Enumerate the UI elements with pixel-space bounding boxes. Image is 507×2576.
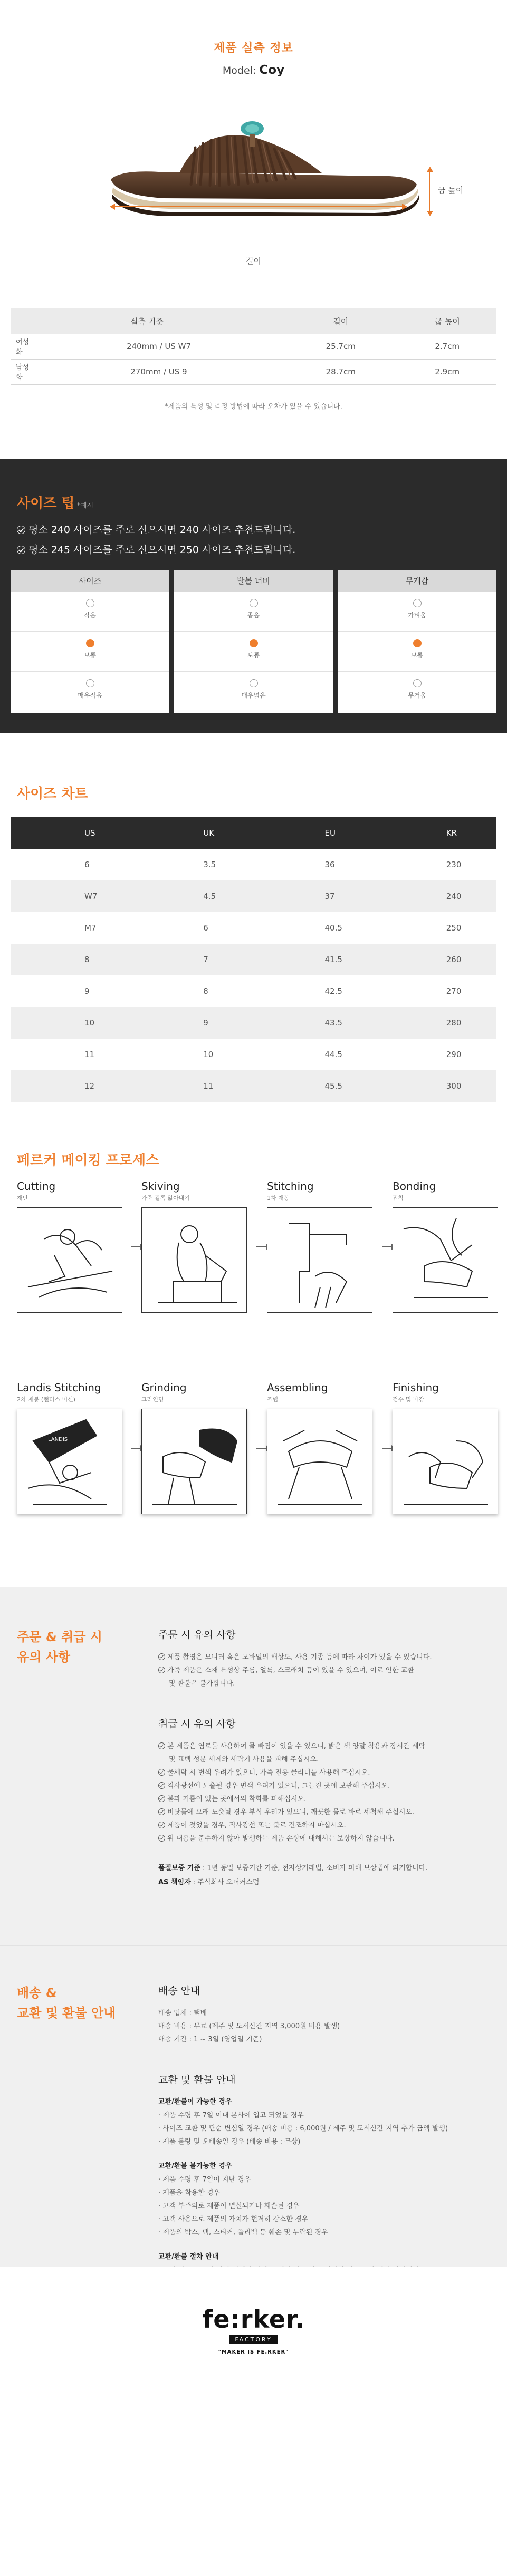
size-chart-header: US: [11, 817, 132, 849]
check-circle-icon: [158, 1822, 165, 1828]
tip-option-label: 무거움: [408, 692, 426, 699]
size-cell: 12: [11, 1070, 132, 1102]
process-step-stitching: [267, 1180, 372, 1313]
step-name: Landis Stitching: [17, 1381, 101, 1394]
list-item-text: 고객 부주의로 제품이 멸실되거나 훼손된 경우: [162, 2202, 300, 2210]
shipping-title: 배송 안내: [158, 1985, 200, 1997]
tip-line-1-text: 평소 240 사이즈를 주로 신으시면 240 사이즈 추천드립니다.: [28, 524, 296, 536]
check-circle-icon: [158, 1782, 165, 1789]
size-cell: M7: [84, 923, 97, 933]
size-chart-section: [0, 733, 507, 1149]
sandal-image: [100, 105, 422, 216]
list-item: 배송 비용 : 무료 (제주 및 도서산간 지역 3,000원 비용 발생): [158, 2022, 340, 2030]
size-cell: 43.5: [254, 1007, 375, 1039]
spec-table: [11, 308, 496, 385]
list-item-text: 불과 기름이 있는 곳에서의 착화를 피해십시오.: [167, 1795, 307, 1803]
size-cell: 45.5: [254, 1070, 375, 1102]
table-row: [11, 975, 496, 1007]
list-item: [158, 1806, 496, 1819]
shipping-exchange-section: [0, 1945, 507, 2267]
list-item-text: 제품 수령 후 7일 이내 본사에 입고 되었을 경우: [162, 2112, 304, 2119]
radio-indicator: [86, 679, 94, 687]
tip-option-label: 보통: [83, 652, 97, 659]
size-cell: 3.5: [203, 860, 216, 869]
spec-cell-size: 270mm / US 9: [34, 359, 283, 384]
step-name: Finishing: [393, 1381, 439, 1394]
spec-cell-who: 여성화: [11, 334, 34, 359]
process-step-finishing: [393, 1381, 498, 1514]
size-cell: 8: [203, 986, 208, 996]
size-cell: 8: [11, 944, 132, 975]
list-item-text: 제품 촬영은 모니터 혹은 모바일의 해상도, 사용 기종 등에 따라 차이가 있을 수 있습니다.: [167, 1653, 432, 1661]
process-step-skiving: [141, 1180, 247, 1313]
landis-stitching-illustration: [17, 1409, 122, 1514]
process-step-bonding: [393, 1180, 498, 1313]
list-item: [158, 1664, 496, 1677]
size-chart-header: UK: [132, 817, 253, 849]
step-sub: 가죽 겉쪽 얇아내기: [141, 1195, 190, 1202]
process-step-grinding: [141, 1381, 247, 1514]
radio-indicator: [250, 679, 258, 687]
list-item-text: 제품 수령 후 7일이 지난 경우: [162, 2176, 251, 2184]
list-item: [158, 1779, 496, 1793]
tip-option: [174, 632, 333, 672]
list-item: · 고객 사용으로 제품의 가치가 현저히 감소한 경우: [158, 2215, 309, 2223]
tip-line-2: [17, 542, 295, 556]
spec-cell-who: 남성화: [11, 359, 34, 384]
tip-box-header: 사이즈: [11, 570, 169, 592]
size-cell: 240: [375, 880, 496, 912]
svg-text:LANDIS: LANDIS: [48, 1437, 68, 1442]
tip-option-label: 보통: [247, 652, 260, 659]
size-tip-example-label: *예시: [76, 502, 94, 510]
spec-cell-length: 28.7cm: [283, 359, 398, 384]
check-circle-icon: [17, 546, 25, 554]
list-item: · 제품 수령 후 7일 이내 본사에 입고 되었을 경우: [158, 2112, 304, 2119]
size-cell: 230: [446, 860, 462, 869]
cutting-illustration: [17, 1207, 122, 1313]
spec-cell-heel: 2.7cm: [398, 334, 496, 359]
step-sub: 재단: [17, 1195, 28, 1202]
exchange-ok-heading: 교환/환불이 가능한 경우: [158, 2098, 232, 2106]
list-item-continued: 및 환불은 불가합니다.: [169, 1680, 235, 1688]
spec-cell-size: 240mm / US W7: [34, 334, 283, 359]
table-row: [11, 1007, 496, 1039]
step-name: Cutting: [17, 1180, 56, 1193]
list-item: · 사이즈 교환 및 단순 변심일 경우 (배송 비용 : 6,000원 / 제주 및 도서산간 지역 추가 금액 발생): [158, 2125, 448, 2133]
list-item: [158, 1832, 496, 1845]
order-care-heading-line2: 유의 사항: [17, 1650, 71, 1664]
list-item-text: 가죽 제품은 소재 특성상 주름, 얼룩, 스크래치 등이 있을 수 있으며, 이로 인한 교환: [167, 1667, 414, 1674]
stitching-illustration: [267, 1207, 372, 1313]
tip-option-label: 매우넓음: [241, 692, 266, 699]
list-item-text: 제품 불량 및 오배송일 경우 (배송 비용 : 무상): [162, 2138, 301, 2146]
heel-height-label: 굽 높이: [438, 186, 464, 195]
table-row: [11, 912, 496, 944]
check-circle-icon: [158, 1667, 165, 1673]
radio-indicator: [413, 679, 422, 687]
bonding-illustration: [393, 1207, 498, 1313]
size-cell: 9: [84, 986, 90, 996]
size-chart-header: EU: [254, 817, 375, 849]
step-sub: 접착: [393, 1195, 404, 1202]
step-name: Skiving: [141, 1180, 180, 1193]
exchange-title: 교환 및 환불 안내: [158, 2074, 236, 2086]
warranty-line: [158, 1861, 496, 1875]
tip-box-header: 무게감: [338, 570, 496, 592]
size-cell: 11: [132, 1070, 253, 1102]
process-step-assembling: [267, 1381, 372, 1514]
list-item: · 고객 부주의로 제품이 멸실되거나 훼손된 경우: [158, 2202, 300, 2210]
process-step-cutting: [17, 1180, 122, 1313]
list-item-text: 고객 사용으로 제품의 가치가 현저히 감소한 경우: [162, 2215, 309, 2223]
size-chart-header: KR: [375, 817, 496, 849]
size-cell: W7: [11, 880, 132, 912]
size-cell: 40.5: [324, 923, 342, 933]
list-item-text: 제품이 젖었을 경우, 직사광선 또는 불로 건조하지 마십시오.: [167, 1822, 346, 1829]
shipping-heading-line2: 교환 및 환불 안내: [17, 2006, 116, 2020]
length-label: 길이: [246, 256, 261, 266]
radio-indicator-selected: [413, 639, 422, 647]
care-notice-title: 취급 시 유의 사항: [158, 1718, 236, 1730]
model-line: [0, 63, 507, 77]
tip-option-label: 작음: [83, 612, 97, 619]
list-item-text: 본 제품은 염료를 사용하여 물 빠짐이 있을 수 있으니, 밝은 색 양말 착용과 장시간 세탁: [167, 1742, 425, 1750]
tip-option: [11, 592, 169, 632]
spec-cell-length: 25.7cm: [283, 334, 398, 359]
table-row: [11, 359, 496, 384]
radio-indicator-selected: [86, 639, 94, 647]
step-sub: 2차 재봉 (랜디스 머신): [17, 1396, 76, 1403]
length-dimension: [111, 203, 406, 210]
tip-option: [11, 632, 169, 672]
size-cell: 36: [324, 860, 335, 869]
spec-cell-heel: 2.9cm: [398, 359, 496, 384]
brand-logo: [0, 2305, 507, 2355]
tip-line-1: [17, 522, 295, 536]
order-care-notice-section: [0, 1587, 507, 1945]
grinding-illustration: [141, 1409, 247, 1514]
list-item: · 제품 수령 후 7일이 지난 경우: [158, 2176, 251, 2184]
step-name: Bonding: [393, 1180, 436, 1193]
size-cell: 10: [11, 1007, 132, 1039]
tip-option: [338, 592, 496, 632]
table-row: [11, 334, 496, 359]
list-item-text: 위 내용을 준수하지 않아 발생하는 제품 손상에 대해서는 보상하지 않습니다.: [167, 1835, 395, 1843]
list-item-text: 비닷물에 오래 노출될 경우 부식 우려가 있으니, 깨끗한 물로 바로 세척해 주십시오.: [167, 1808, 415, 1816]
brand-logo-factory: FACTORY: [229, 2335, 277, 2344]
tip-option: [174, 592, 333, 632]
process-step-landis-stitching: [17, 1381, 122, 1514]
check-circle-icon: [158, 1808, 165, 1815]
size-cell: 7: [132, 944, 253, 975]
size-chart-table: [11, 817, 496, 1102]
size-cell: 4.5: [132, 880, 253, 912]
step-sub: 조립: [267, 1396, 279, 1403]
list-item-text: 사이즈 교환 및 단순 변심일 경우 (배송 비용 : 6,000원 / 제주 및 도서산간 지역 추가 금액 발생): [162, 2125, 448, 2133]
shipping-heading-line1: 배송 &: [17, 1986, 57, 2000]
list-item: [158, 1793, 496, 1806]
step-sub: 1차 재봉: [267, 1195, 290, 1202]
model-name: Coy: [259, 63, 285, 77]
spec-title: 제품 실측 정보: [214, 42, 293, 55]
making-process-section: [0, 1149, 507, 1587]
warranty-label: 품질보증 기준: [158, 1864, 200, 1872]
spec-note: *제품의 특성 및 측정 방법에 따라 오차가 있을 수 있습니다.: [165, 403, 342, 411]
spec-header-length: 길이: [283, 308, 398, 334]
tip-option-label: 매우작음: [78, 692, 102, 699]
check-circle-icon: [158, 1653, 165, 1660]
table-row: [11, 880, 496, 912]
radio-indicator-selected: [250, 639, 258, 647]
shipping-heading: [17, 1983, 116, 2023]
size-cell: 270: [446, 986, 462, 996]
skiving-illustration: [141, 1207, 247, 1313]
tip-option-label: 좁음: [247, 612, 260, 619]
order-notice-title: 주문 시 유의 사항: [158, 1629, 236, 1641]
list-item: · 제품을 착용한 경우: [158, 2189, 220, 2197]
tip-box-width: [174, 570, 333, 713]
step-sub: 그라인딩: [141, 1396, 164, 1403]
assembling-illustration: [267, 1409, 372, 1514]
as-text: : 주식회사 오더커스텀: [190, 1878, 260, 1886]
radio-indicator: [86, 599, 94, 607]
list-item-text: 직사광선에 노출될 경우 변색 우려가 있으니, 그늘진 곳에 보관해 주십시오.: [167, 1782, 390, 1790]
tip-option: [174, 672, 333, 712]
check-circle-icon: [158, 1795, 165, 1802]
product-spec-section: [0, 0, 507, 459]
table-row: [11, 1070, 496, 1102]
step-sub: 검수 및 마감: [393, 1396, 425, 1403]
size-cell: 9: [132, 1007, 253, 1039]
size-cell: 6: [84, 860, 90, 869]
brand-footer: [0, 2267, 507, 2391]
list-item-text: 제품을 착용한 경우: [162, 2189, 220, 2197]
brand-tagline: "MAKER IS FE.RKER": [218, 2349, 289, 2355]
warranty-text: : 1년 동일 보증기간 기준, 전자상거래법, 소비자 피해 보상법에 의거합니다.: [200, 1864, 428, 1872]
exchange-process-heading: 교환/환불 절차 안내: [158, 2253, 219, 2261]
size-cell: 44.5: [324, 1050, 342, 1059]
finishing-illustration: [393, 1409, 498, 1514]
list-item: [158, 1740, 496, 1753]
brand-logo-wordmark: fe:rker.: [202, 2305, 305, 2333]
radio-indicator: [413, 599, 422, 607]
as-line: [158, 1875, 496, 1890]
step-name: Grinding: [141, 1381, 187, 1394]
size-tip-title: [17, 492, 93, 512]
list-item-text: 제품의 박스, 택, 스티커, 폴리백 등 훼손 및 누락된 경우: [162, 2229, 328, 2236]
size-cell: 250: [446, 923, 462, 933]
order-care-heading: [17, 1627, 102, 1667]
exchange-no-heading: 교환/환불 불가능한 경우: [158, 2162, 232, 2170]
spec-table-header: [11, 308, 496, 334]
tip-box-size: [11, 570, 169, 713]
tip-option: [338, 632, 496, 672]
step-name: Assembling: [267, 1381, 328, 1394]
order-care-content: [158, 1627, 496, 1890]
list-item: [158, 1766, 496, 1779]
list-item: [158, 1651, 496, 1664]
size-tip-section: [0, 459, 507, 733]
size-cell: 41.5: [254, 944, 375, 975]
size-cell: 6: [203, 923, 208, 933]
check-circle-icon: [158, 1742, 165, 1749]
list-item-continued: 및 표백 성분 세제와 세탁기 사용을 피해 주십시오.: [169, 1756, 319, 1764]
shipping-content: [158, 1983, 496, 2303]
step-name: Stitching: [267, 1180, 314, 1193]
list-item: 배송 기간 : 1 ~ 3일 (영업일 기준): [158, 2036, 262, 2044]
radio-indicator: [250, 599, 258, 607]
tip-box-header: 발볼 너비: [174, 570, 333, 592]
size-cell: 280: [375, 1007, 496, 1039]
as-label: AS 책임자: [158, 1878, 191, 1886]
tip-option: [338, 672, 496, 712]
list-item: 배송 업체 : 택배: [158, 2009, 207, 2017]
list-item: · 제품의 박스, 택, 스티커, 폴리백 등 훼손 및 누락된 경우: [158, 2229, 328, 2236]
size-cell: 42.5: [324, 986, 342, 996]
size-cell: 10: [203, 1050, 214, 1059]
size-cell: 290: [446, 1050, 462, 1059]
check-circle-icon: [158, 1835, 165, 1842]
tip-line-2-text: 평소 245 사이즈를 주로 신으시면 250 사이즈 추천드립니다.: [28, 544, 296, 556]
check-circle-icon: [158, 1769, 165, 1776]
model-prefix: Model:: [222, 65, 256, 76]
size-cell: 11: [84, 1050, 95, 1059]
tip-option-label: 보통: [410, 652, 424, 659]
table-row: [11, 944, 496, 975]
spec-header-basis: 실측 기준: [11, 308, 283, 334]
order-care-heading-line1: 주문 & 취급 시: [17, 1630, 102, 1644]
tip-option-label: 가벼움: [408, 612, 426, 619]
size-chart-title: 사이즈 차트: [17, 786, 88, 802]
size-cell: 260: [375, 944, 496, 975]
size-cell: 37: [254, 880, 375, 912]
list-item-text: 물세탁 시 변색 우려가 있으니, 가죽 전용 클리너를 사용해 주십시오.: [167, 1769, 370, 1777]
table-row: [11, 1039, 496, 1070]
list-item: · 제품 불량 및 오배송일 경우 (배송 비용 : 무상): [158, 2138, 301, 2146]
table-row: [11, 849, 496, 880]
tip-option: [11, 672, 169, 712]
list-item: [158, 1819, 496, 1832]
size-cell: 300: [375, 1070, 496, 1102]
tip-box-weight: [338, 570, 496, 713]
process-title: 페르커 메이킹 프로세스: [17, 1153, 159, 1168]
heel-height-dimension: [426, 168, 434, 215]
size-chart-header-row: [11, 817, 496, 849]
size-tip-title-text: 사이즈 팁: [17, 496, 75, 511]
spec-header-heel: 굽 높이: [398, 308, 496, 334]
check-circle-icon: [17, 526, 25, 534]
